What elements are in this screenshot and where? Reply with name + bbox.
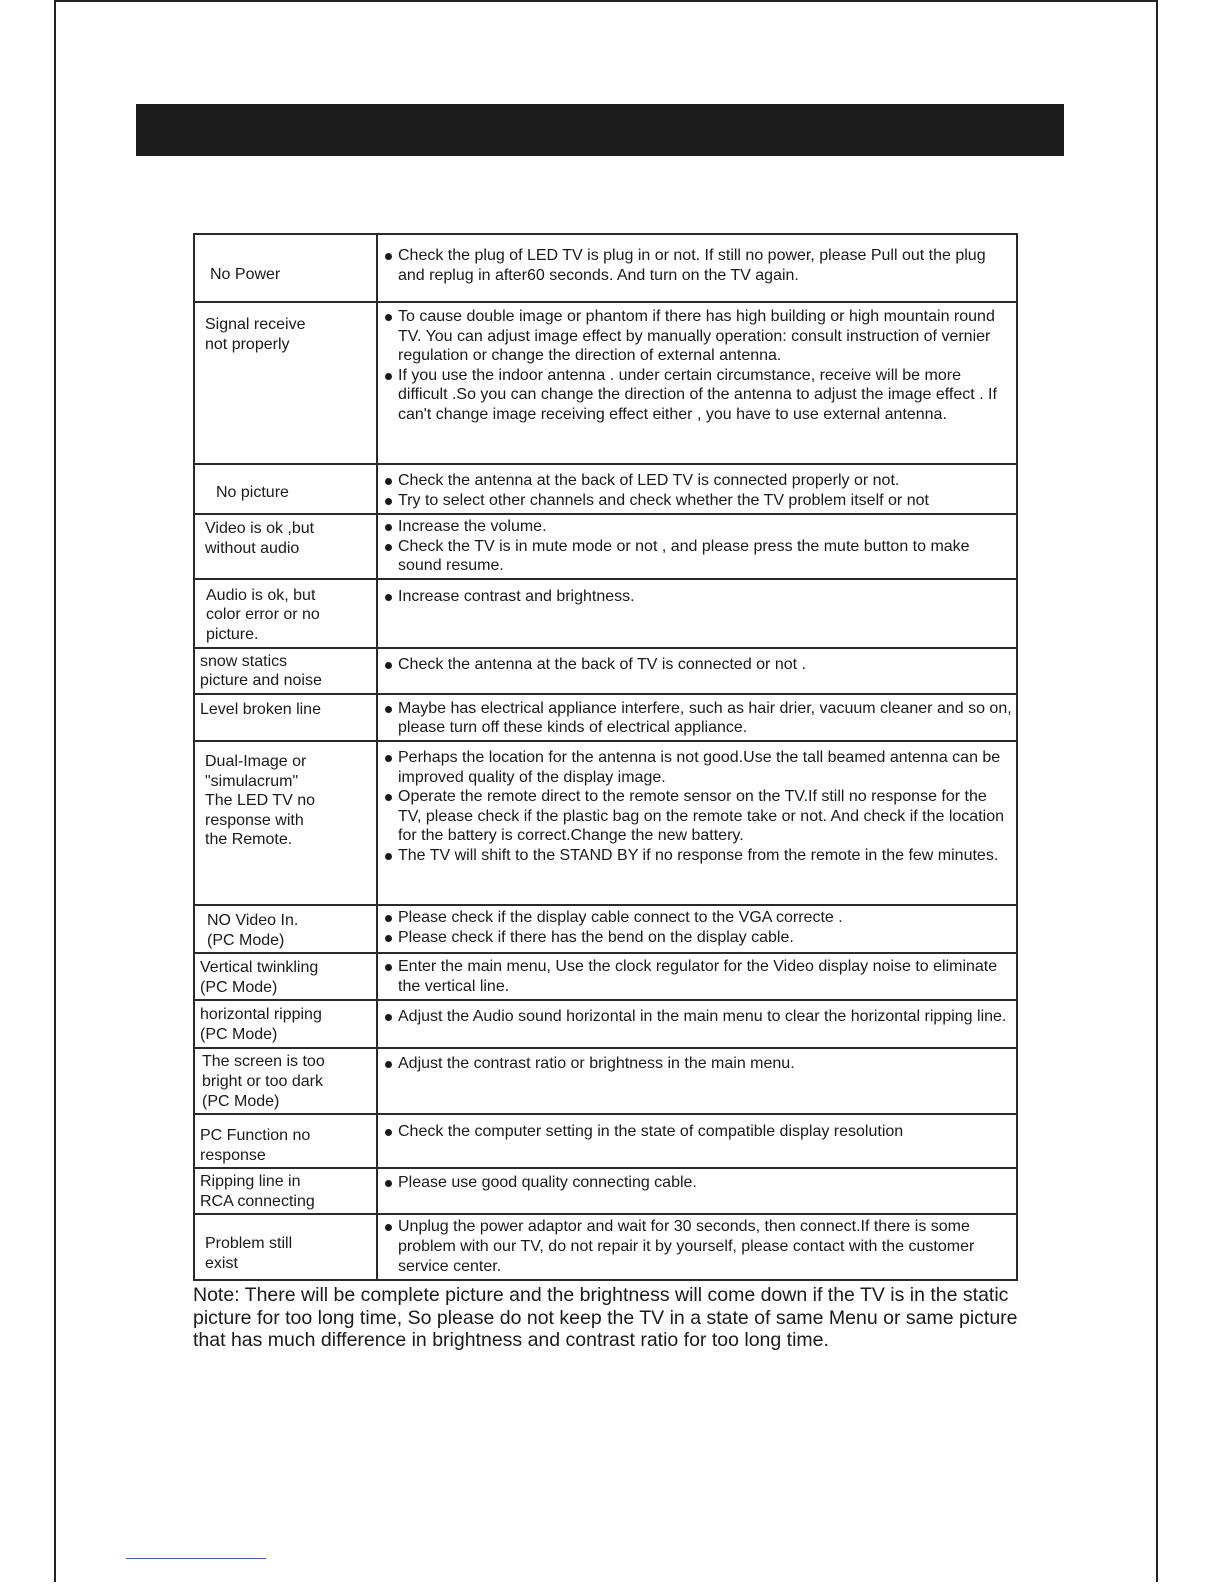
problem-label: NO Video In. (PC Mode) (207, 911, 299, 949)
solution-item: Adjust the Audio sound horizontal in the main menu to clear the horizontal ripping line. (382, 1007, 1012, 1027)
solution-item: To cause double image or phantom if there has high building or high mountain round TV. You can adjust image effect by manually operation: consult instruction of vernier regulation or change the direction of external antenna. (382, 307, 1012, 366)
problem-label: Dual-Image or "simulacrum" The LED TV no response with the Remote. (205, 752, 315, 849)
solution-item: The TV will shift to the STAND BY if no response from the remote in the few minutes. (382, 846, 1012, 866)
solution-item: If you use the indoor antenna . under certain circumstance, receive will be more difficult .So you can change the direction of the antenna to adjust the image effect . If can't change image receiving effect either , you have to use external antenna. (382, 366, 1012, 425)
problem-cell (194, 514, 377, 579)
table-row (194, 234, 1017, 302)
problem-cell (194, 579, 377, 648)
problem-cell (194, 1168, 377, 1214)
solution-item: Check the plug of LED TV is plug in or not. If still no power, please Pull out the plug and replug in after60 seconds. And turn on the TV again. (382, 246, 1012, 285)
problem-label: Vertical twinkling (PC Mode) (200, 959, 319, 996)
table-row (194, 1168, 1017, 1214)
solution-item: Operate the remote direct to the remote sensor on the TV.If still no response for the TV, please check if the plastic bag on the remote take or not. And check if the location for the battery is correct.Change the new battery. (382, 787, 1012, 846)
table-row (194, 464, 1017, 514)
solution-cell (377, 579, 1017, 648)
solution-item: Perhaps the location for the antenna is not good.Use the tall beamed antenna can be improved quality of the display image. (382, 748, 1012, 787)
problem-label: The screen is too bright or too dark (PC Mode) (202, 1053, 325, 1110)
problem-cell (194, 1048, 377, 1114)
problem-label: Ripping line in RCA connecting (200, 1173, 315, 1210)
solution-item: Please check if there has the bend on the display cable. (382, 928, 1012, 948)
problem-cell (194, 234, 377, 302)
table-row (194, 953, 1017, 1000)
table-row (194, 694, 1017, 741)
solution-item: Adjust the contrast ratio or brightness in the main menu. (382, 1054, 1012, 1074)
problem-cell (194, 694, 377, 741)
problem-label: horizontal ripping (PC Mode) (200, 1006, 322, 1043)
solution-item: Increase contrast and brightness. (382, 587, 1012, 607)
solution-item: Please check if the display cable connect to the VGA correcte . (382, 908, 1012, 928)
solution-item: Enter the main menu, Use the clock regulator for the Video display noise to eliminate the vertical line. (382, 957, 1012, 996)
solution-item: Unplug the power adaptor and wait for 30 seconds, then connect.If there is some problem with our TV, do not repair it by yourself, please contact with the customer service center. (382, 1217, 1012, 1276)
problem-label: Audio is ok, but color error or no picture. (206, 586, 320, 643)
solution-cell (377, 1048, 1017, 1114)
header-bar (136, 104, 1064, 156)
problem-cell (194, 464, 377, 514)
problem-label: Video is ok ,but without audio (205, 520, 315, 557)
solution-cell (377, 464, 1017, 514)
problem-label: Problem still exist (205, 1235, 293, 1273)
table-row (194, 1000, 1017, 1048)
solution-cell (377, 514, 1017, 579)
problem-cell (194, 1214, 377, 1280)
problem-label: PC Function no response (200, 1127, 311, 1164)
solution-cell (377, 953, 1017, 1000)
problem-cell (194, 302, 377, 464)
solution-item: Please use good quality connecting cable. (382, 1173, 1012, 1193)
problem-label: Level broken line (200, 700, 321, 718)
problem-cell (194, 905, 377, 953)
table-row (194, 1214, 1017, 1280)
problem-cell (194, 648, 377, 694)
problem-label: Signal receive not properly (205, 316, 306, 353)
solution-item: Increase the volume. (382, 517, 1012, 537)
table-row (194, 1048, 1017, 1114)
solution-cell (377, 741, 1017, 905)
table-row (194, 648, 1017, 694)
solution-cell (377, 234, 1017, 302)
table-row (194, 741, 1017, 905)
problem-cell (194, 953, 377, 1000)
solution-cell (377, 648, 1017, 694)
table-row (194, 579, 1017, 648)
solution-cell (377, 1000, 1017, 1048)
note-paragraph: Note: There will be complete picture and the brightness will come down if the TV is in the static picture for too long time, So please do not keep the TV in a state of same Menu or same picture that has much difference in brightness and contrast ratio for too long time. (193, 1284, 1018, 1351)
problem-label: No Power (210, 266, 281, 283)
solution-cell (377, 1114, 1017, 1168)
troubleshooting-table (193, 233, 1018, 1281)
solution-cell (377, 905, 1017, 953)
table-row (194, 1114, 1017, 1168)
footer-link-underline (126, 1558, 266, 1559)
problem-label: No picture (216, 484, 289, 501)
solution-cell (377, 1214, 1017, 1280)
solution-item: Check the antenna at the back of LED TV is connected properly or not. (382, 471, 1012, 491)
problem-label: snow statics picture and noise (200, 652, 322, 690)
solution-cell (377, 694, 1017, 741)
table-row (194, 905, 1017, 953)
solution-item: Check the computer setting in the state of compatible display resolution (382, 1122, 1012, 1142)
solution-item: Maybe has electrical appliance interfere, such as hair drier, vacuum cleaner and so on, please turn off these kinds of electrical appliance. (382, 699, 1012, 738)
problem-cell (194, 741, 377, 905)
solution-item: Check the TV is in mute mode or not , and please press the mute button to make sound resume. (382, 537, 1012, 576)
solution-item: Check the antenna at the back of TV is connected or not . (382, 655, 1012, 675)
solution-cell (377, 1168, 1017, 1214)
table-row (194, 302, 1017, 464)
table-row (194, 514, 1017, 579)
problem-cell (194, 1114, 377, 1168)
solution-cell (377, 302, 1017, 464)
problem-cell (194, 1000, 377, 1048)
solution-item: Try to select other channels and check whether the TV problem itself or not (382, 491, 1012, 511)
